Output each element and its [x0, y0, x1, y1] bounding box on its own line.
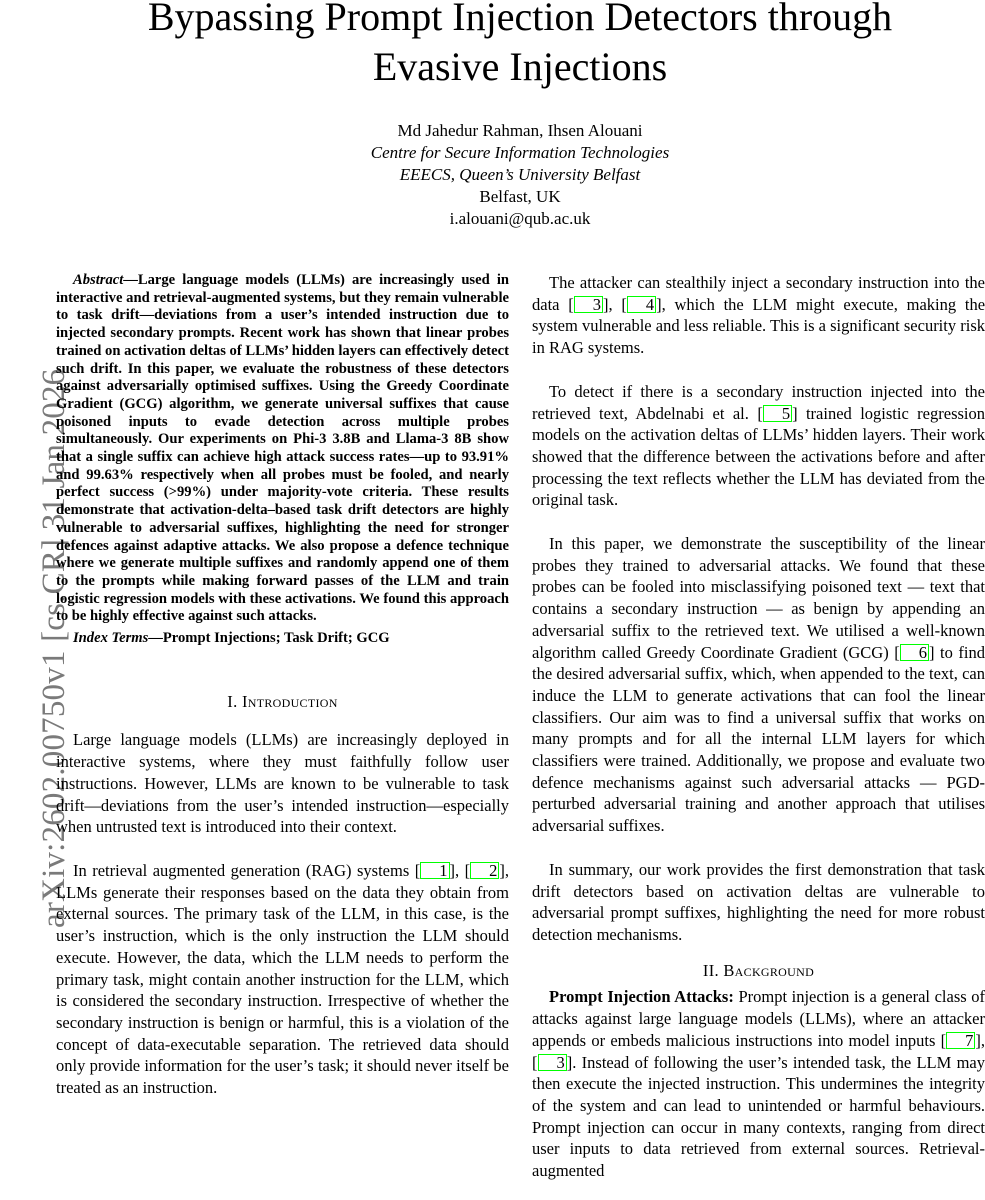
text-run: In retrieval augmented generation (RAG) systems — [73, 860, 415, 880]
text-run: The attacker can stealthily inject a secondary instruction into the data — [532, 273, 985, 314]
author-location: Belfast, UK — [479, 187, 561, 206]
intro-paragraph-4: To detect if there is a secondary instruction injected into the retrieved text, Abdelnabi et al. [ 5 ] trained logistic regression models on the activation deltas of LLMs’ hidden layers. Their work showed that the difference between the activations before and after processing the text reflects whether the LLM has deviated from the original task. — [532, 381, 985, 510]
index-terms-text: —Prompt Injections; Task Drift; GCG — [148, 630, 390, 647]
intro-paragraph-2: In retrieval augmented generation (RAG) systems [ 1 ], [ 2 ], LLMs generate their responses based on the data they obtain from external sources. The primary task of the LLM, in this case, is the user’s instruction, which is the only instruction the LLM should execute. However, the data, which the LLM needs to perform the primary task, might contain another instruction for the LLM, which is considered the secondary instruction. Irrespective of whether the secondary instruction is benign or harmful, this is a violation of the concept of data-executable separation. The retrieved data should only provide information for the user’s task; it should never itself be treated as an instruction. — [56, 860, 510, 1098]
background-paragraph-1: Prompt Injection Attacks: Prompt injection is a general class of attacks against large language models (LLMs), where an attacker appends or embeds malicious instructions into model inputs [ 7 ], [ 3 ]. Instead of following the user’s intended task, the LLM may then execute the injected instruction. This undermines the integrity of the system and can lead to unintended or harmful behaviours. Prompt injection can occur in many contexts, ranging from direct user inputs to data retrieved from external sources. Retrieval-augmented — [532, 987, 985, 1181]
text-run: , LLMs generate their responses based on the data they obtain from external sources. The primary task of the LLM, in this case, is the user’s instruction, which is the only instruction the LLM should execute. However, the data, which the LLM needs to perform the primary task, might contain another instruction for the LLM, which is considered the secondary instruction. Irrespective of whether the secondary instruction is benign or harmful, this is a violation of the concept of data-executable separation. The retrieved data should only provide information for the user’s task; it should never itself be treated as an instruction. — [56, 860, 510, 1098]
citation-separator: , — [455, 860, 465, 880]
author-email[interactable]: i.alouani@qub.ac.uk — [449, 209, 591, 228]
citation-link[interactable]: 6 — [900, 644, 929, 661]
title-line-2: Evasive Injections — [372, 44, 668, 89]
intro-paragraph-1: Large language models (LLMs) are increasingly deployed in interactive systems, where they must faithfully follow user instructions. However, LLMs are known to be vulnerable to task drift—deviations from the user’s intended instruction—especially when untrusted text is introduced into their context. — [56, 730, 509, 837]
author-block — [160, 120, 880, 230]
intro-paragraph-6: In summary, our work provides the first demonstration that task drift detectors based on activation deltas are vulnerable to adversarial prompt suffixes, highlighting the need for more robust detection mechanisms. — [532, 859, 985, 944]
title-line-1: Bypassing Prompt Injection Detectors through — [147, 0, 893, 39]
text-run: , which the LLM might execute, making the system vulnerable and less reliable. This is a significant security risk in RAG systems. — [532, 294, 985, 358]
text-run: To detect if there is a secondary instruction injected into the retrieved text, Abdelnabi et al. — [532, 381, 985, 423]
section-title: Background — [723, 960, 815, 980]
text-run: trained logistic regression models on the activation deltas of LLMs’ hidden layers. Their work showed that the difference between the activations before and after processing the text reflects whether the LLM has deviated from the original task. — [532, 403, 985, 510]
right-column — [532, 272, 985, 1182]
arxiv-stamp: arXiv:2602.00750v1 [cs.CR] 31 Jan 2026 — [36, 368, 72, 928]
citation-link[interactable]: 3 — [574, 296, 603, 313]
citation-link[interactable]: 1 — [420, 862, 449, 879]
run-in-heading: Prompt Injection Attacks: — [549, 987, 734, 1007]
abstract-text: —Large language models (LLMs) are increasingly used in interactive and retrieval-augmented systems, but they remain vulnerable to task drift—deviations from a user’s intended instruction due to injected secondary prompts. Recent work has shown that linear probes trained on activation deltas of LLMs’ hidden layers can effectively detect such drift. In this paper, we evaluate the robustness of these detectors against adversarially optimised suffixes. Using the Greedy Coordinate Gradient (GCG) algorithm, we generate universal suffixes that cause poisoned inputs to evade detection across multiple probes simultaneously. Our experiments on Phi-3 3.8B and Llama-3 8B show that a single suffix can achieve high attack success rates—up to 93.91% and 99.63% respectively when all probes must be fooled, and nearly perfect success (>99%) under majority-vote criteria. These results demonstrate that activation-delta–based task drift detectors are highly vulnerable to adversarial suffixes, highlighting the need for stronger defences against adaptive attacks. We also propose a defence technique where we generate multiple suffixes and randomly append one of them to the prompts while making forward passes of the LLM and train logistic regression models with these activations. We found this approach to be highly effective against such attacks. — [56, 272, 509, 625]
citation-separator: , — [608, 294, 622, 314]
abstract — [56, 272, 509, 626]
section-heading-introduction — [56, 691, 509, 713]
text-run: to find the desired adversarial suffix, which, when appended to the text, can induce the LLM to generate activations that can fool the linear classifiers. Our aim was to find a universal suffix that works on many prompts and for all the internal LLM layers for which classifiers were trained. Additionally, we propose and evaluate two defence mechanisms against such adversarial attacks — PGD-perturbed adversarial training and another approach that utilises adversarial suffixes. — [532, 642, 985, 836]
left-column — [56, 272, 509, 1099]
text-run: . Instead of following the user’s intended task, the LLM may then execute the injected instruction. This undermines the integrity of the system and can lead to unintended or harmful behaviours. Prompt injection can occur in many contexts, ranging from direct user inputs to data retrieved from external sources. Retrieval-augmented — [532, 1052, 985, 1181]
citation-separator: , — [980, 1030, 985, 1050]
intro-paragraph-3: The attacker can stealthily inject a secondary instruction into the data [ 3 ], [ 4 ], which the LLM might execute, making the system vulnerable and less reliable. This is a significant security risk in RAG systems. — [532, 273, 985, 358]
section-number: I. — [227, 691, 238, 711]
citation-link[interactable]: 3 — [538, 1054, 567, 1071]
paper-title — [60, 0, 980, 92]
index-terms-label: Index Terms — [73, 630, 149, 647]
index-terms — [56, 630, 509, 648]
abstract-label: Abstract — [73, 272, 124, 288]
citation-link[interactable]: 2 — [470, 862, 499, 879]
affiliation-1: Centre for Secure Information Technologies — [370, 143, 670, 162]
text-run: In this paper, we demonstrate the susceptibility of the linear probes they trained to adversarial attacks. We found that these probes can be fooled into misclassifying poisoned text — text that contains a secondary instruction — as benign by appending an adversarial suffix to the retrieved text. We utilised a well-known algorithm called Greedy Coordinate Gradient (GCG) — [532, 534, 985, 662]
intro-paragraph-5: In this paper, we demonstrate the susceptibility of the linear probes they trained to adversarial attacks. We found that these probes can be fooled into misclassifying poisoned text — text that contains a secondary instruction — as benign by appending an adversarial suffix to the retrieved text. We utilised a well-known algorithm called Greedy Coordinate Gradient (GCG) [ 6 ] to find the desired adversarial suffix, which, when appended to the text, can induce the LLM to generate activations that can fool the linear classifiers. Our aim was to find a universal suffix that works on many prompts and for all the internal LLM layers for which classifiers were trained. Additionally, we propose and evaluate two defence mechanisms against such adversarial attacks — PGD-perturbed adversarial training and another approach that utilises adversarial suffixes. — [532, 534, 985, 836]
section-heading-background — [532, 960, 985, 982]
citation-link[interactable]: 4 — [627, 296, 656, 313]
text-run: Prompt injection is a general class of attacks against large language models (LLMs), where an attacker appends or embeds malicious instructions into model inputs — [532, 987, 985, 1050]
citation-link[interactable]: 7 — [946, 1032, 975, 1049]
section-title: Introduction — [241, 691, 338, 711]
author-names: Md Jahedur Rahman, Ihsen Alouani — [397, 121, 643, 140]
affiliation-2: EEECS, Queen’s University Belfast — [399, 165, 641, 184]
citation-link[interactable]: 5 — [763, 405, 792, 422]
section-number: II. — [702, 960, 719, 980]
